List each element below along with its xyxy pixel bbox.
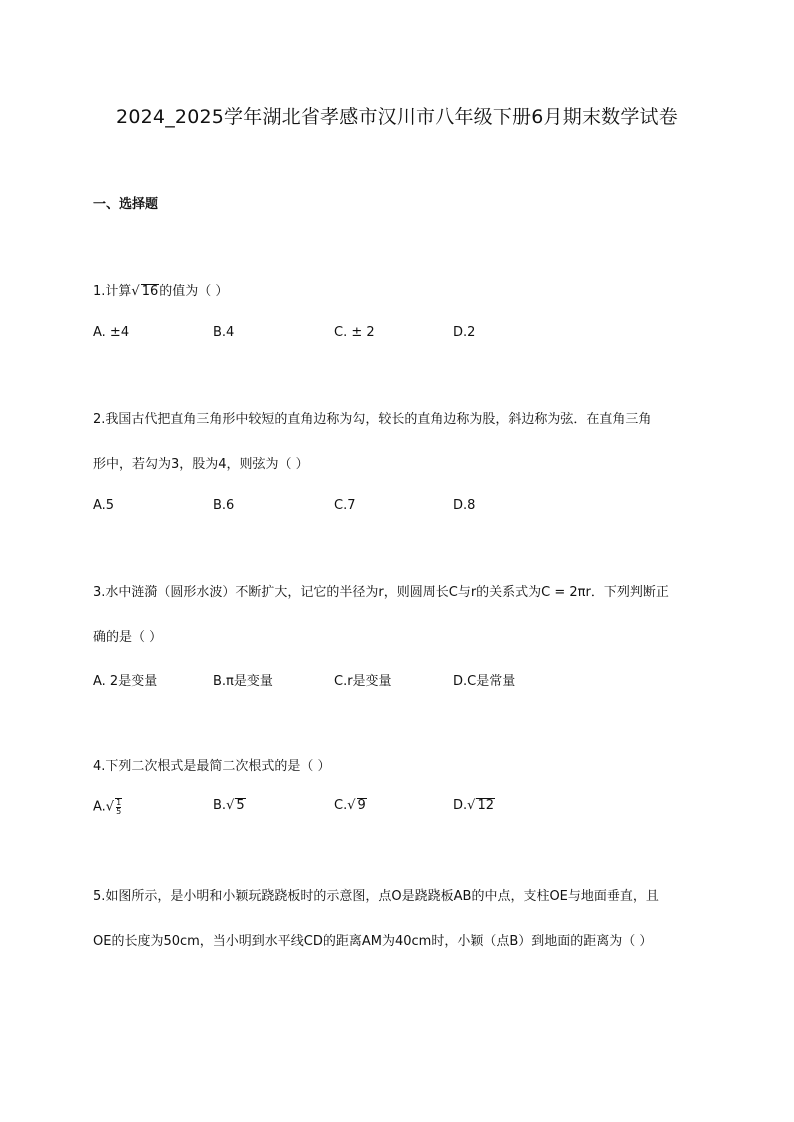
option-b: B.4	[213, 325, 235, 340]
option-c: C. ± 2	[334, 325, 375, 340]
option-d: D.2	[453, 325, 476, 340]
question-4-options	[93, 798, 613, 826]
option-d: D.C是常量	[453, 674, 516, 689]
option-c: C.r是变量	[334, 674, 392, 689]
q1-radicand: 16	[141, 284, 159, 299]
question-2-line-1: 2.我国古代把直角三角形中较短的直角边称为勾，较长的直角边称为股，斜边称为弦．在直角三角	[93, 412, 652, 427]
question-5-line-2: OE的长度为50cm，当小明到水平线CD的距离AM为40cm时，小颖（点B）到地面的距离为（ ）	[93, 934, 653, 949]
option-b	[213, 798, 246, 813]
question-2-options	[93, 498, 613, 518]
sqrt-symbol: √	[226, 798, 235, 813]
question-3-line-1: 3.水中涟漪（圆形水波）不断扩大，记它的半径为r，则圆周长C与r的关系式为C = 2πr．下列判断正	[93, 585, 669, 600]
option-c-prefix: C.	[334, 798, 348, 813]
fraction-numerator: 1	[116, 798, 122, 807]
option-d	[453, 798, 495, 813]
fraction-denominator: 5	[116, 807, 122, 816]
q1-post: 的值为（ ）	[159, 284, 229, 299]
sqrt-symbol: √	[131, 284, 140, 299]
sqrt-symbol: √	[467, 798, 476, 813]
option-d-radicand: 12	[477, 798, 494, 813]
question-3-options	[93, 670, 613, 690]
option-a: A. 2是变量	[93, 674, 158, 689]
option-a: A.5	[93, 498, 115, 513]
option-a: A. ±4	[93, 325, 130, 340]
page-title: 2024_2025学年湖北省孝感市汉川市八年级下册6月期末数学试卷	[116, 106, 678, 128]
sqrt-symbol: √	[105, 799, 115, 815]
option-b-radicand: 5	[236, 798, 245, 813]
question-3-line-2: 确的是（ ）	[93, 630, 163, 645]
sqrt-symbol: √	[347, 798, 356, 813]
option-d-prefix: D.	[453, 798, 468, 813]
option-b-prefix: B.	[213, 798, 227, 813]
option-a-prefix: A.	[93, 799, 106, 815]
question-5-line-1: 5.如图所示，是小明和小颖玩跷跷板时的示意图，点O是跷跷板AB的中点，支柱OE与地面垂直，且	[93, 889, 659, 904]
option-c: C.7	[334, 498, 356, 513]
option-b: B.6	[213, 498, 235, 513]
option-c-radicand: 9	[357, 798, 366, 813]
fraction	[115, 798, 122, 816]
section-heading: 一、选择题	[93, 197, 159, 212]
question-1-stem	[93, 280, 228, 299]
option-a	[93, 798, 122, 816]
question-4-stem: 4.下列二次根式是最简二次根式的是（ ）	[93, 759, 331, 774]
question-1-options	[93, 325, 613, 345]
q1-pre: 1.计算	[93, 284, 132, 299]
question-2-line-2: 形中，若勾为3，股为4，则弦为（ ）	[93, 457, 309, 472]
option-d: D.8	[453, 498, 476, 513]
option-b: B.π是变量	[213, 674, 273, 689]
option-c	[334, 798, 367, 813]
